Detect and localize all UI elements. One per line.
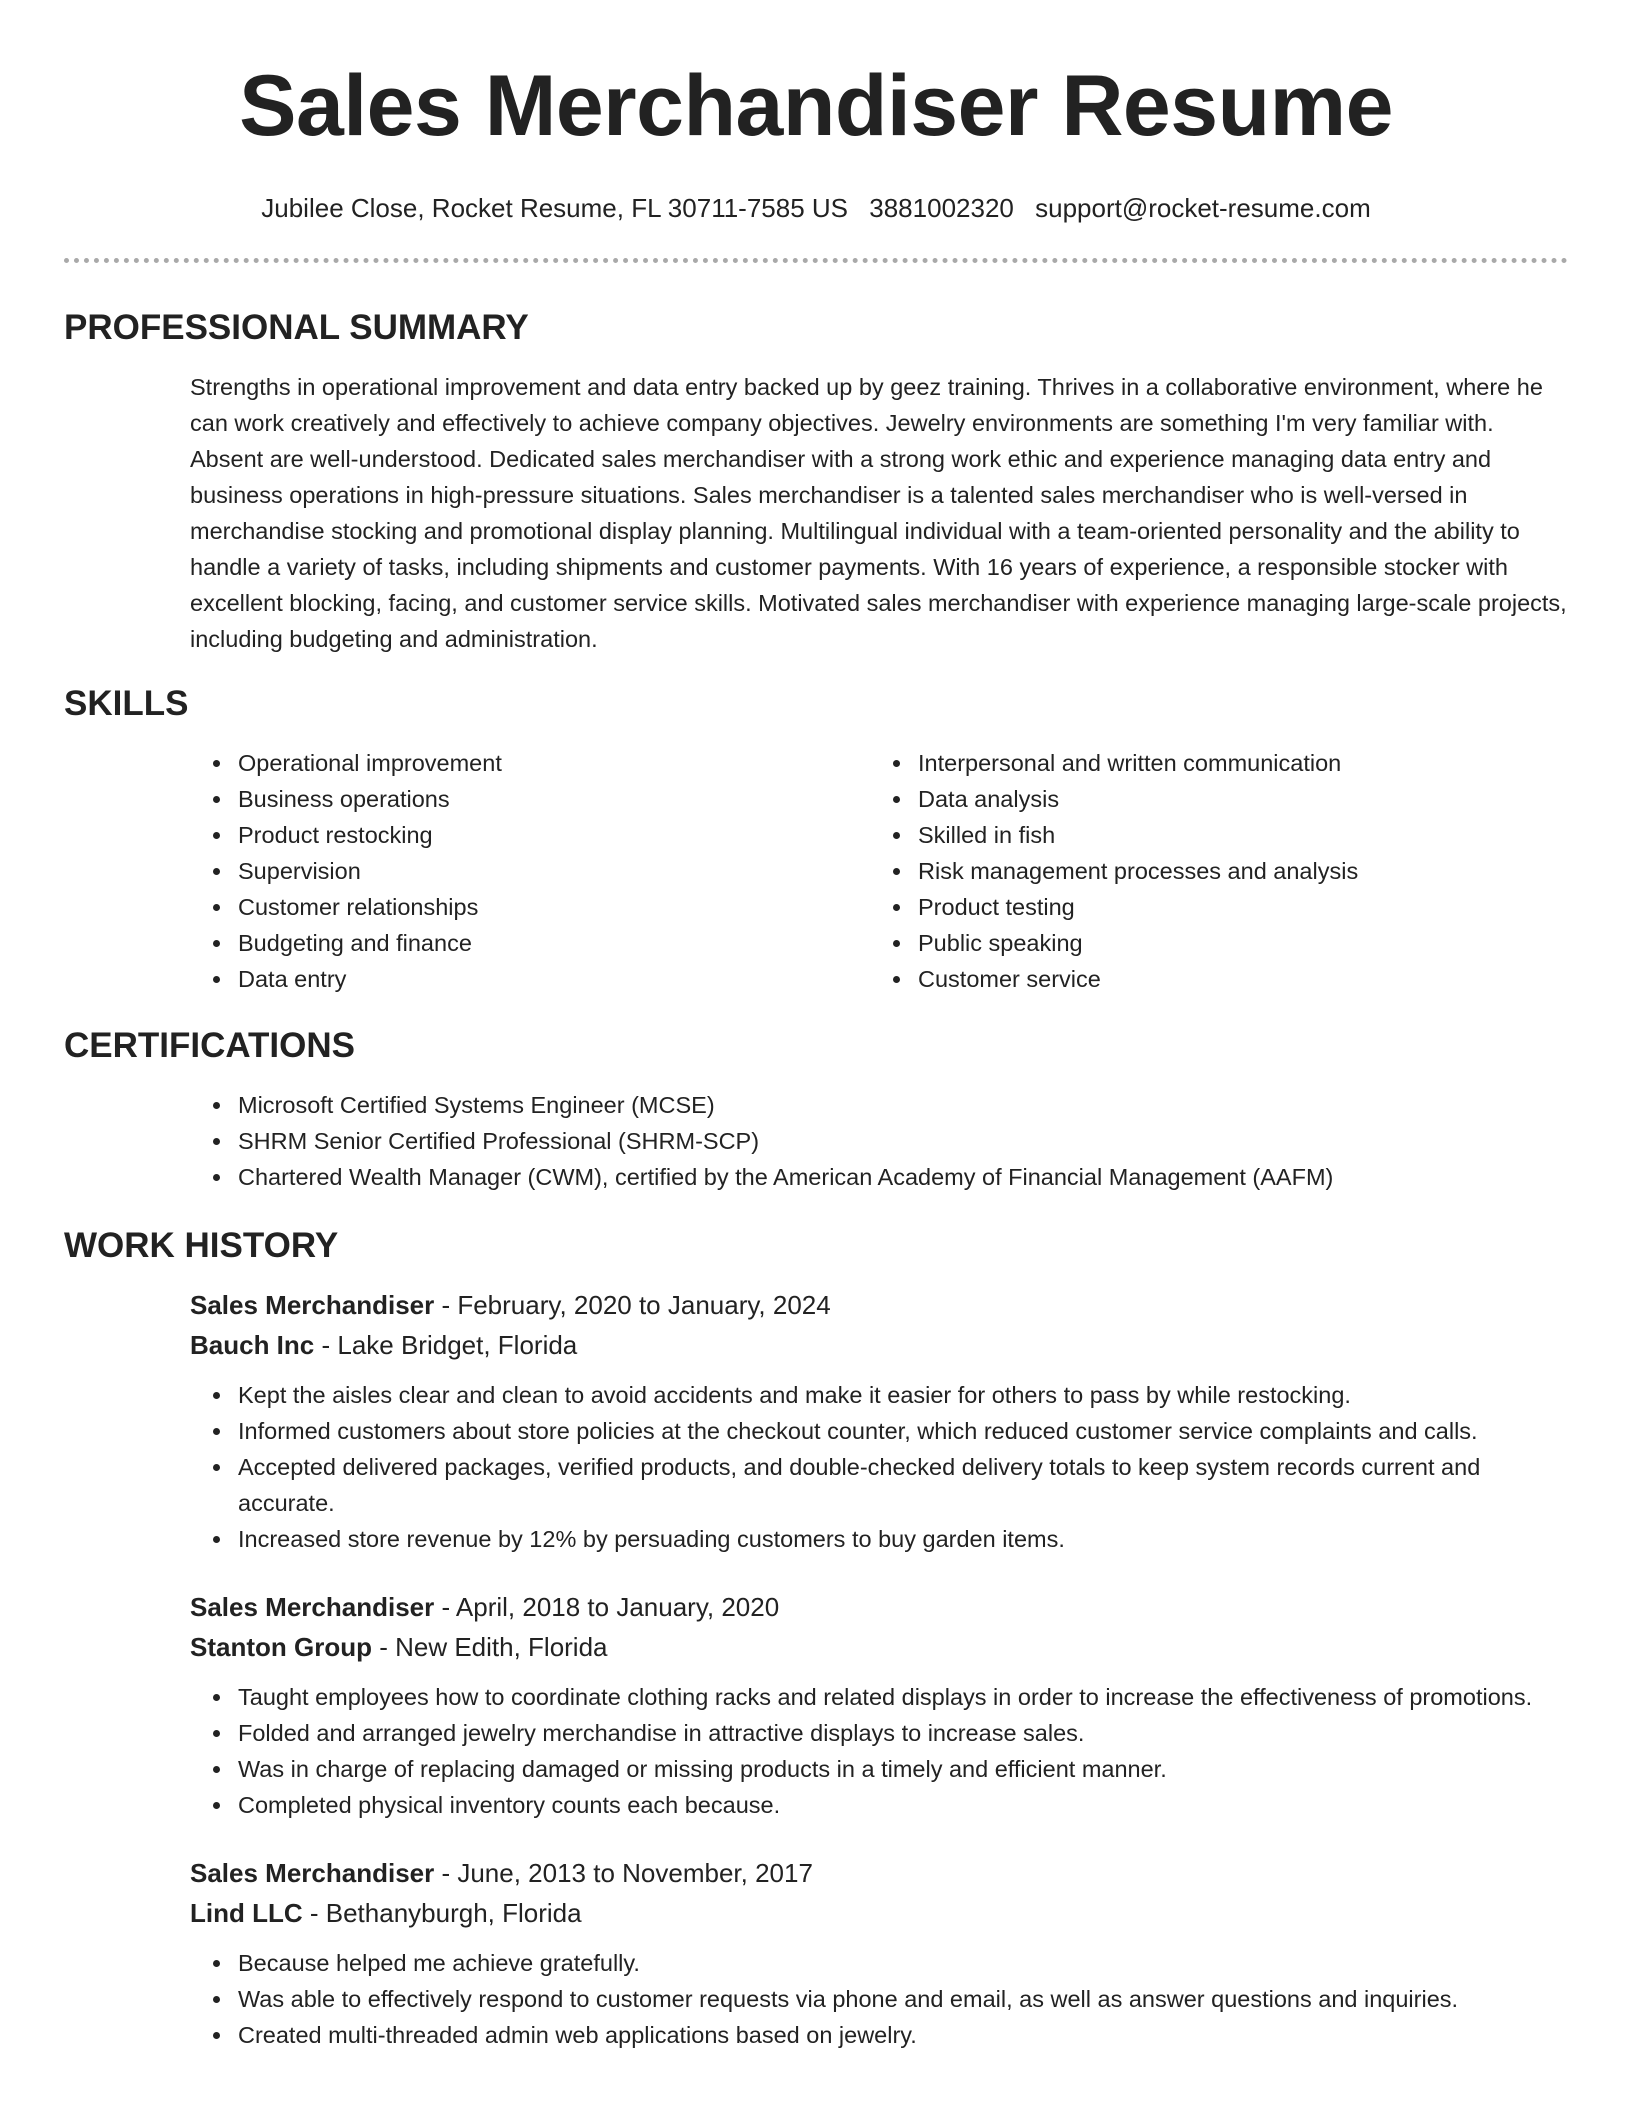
contact-email: support@rocket-resume.com [1035, 193, 1371, 223]
job-bullet: • Because helped me achieve gratefully. [234, 1945, 1574, 1981]
job-company: Bauch Inc [190, 1330, 315, 1360]
job-dates: - April, 2018 to January, 2020 [434, 1592, 780, 1622]
job-bullet: • Increased store revenue by 12% by persuading customers to buy garden items. [234, 1521, 1574, 1557]
job-entry [190, 1853, 1568, 2053]
job-location: - New Edith, Florida [371, 1632, 608, 1662]
job-company-line [190, 1325, 1568, 1365]
resume-title: Sales Merchandiser Resume [239, 58, 1393, 154]
skills-list-left [64, 745, 744, 997]
contact-phone: 3881002320 [869, 193, 1014, 223]
job-title-line [190, 1853, 1568, 1893]
job-bullet: • Accepted delivered packages, verified products, and double-checked delivery totals to keep system records current and accurate. [234, 1449, 1574, 1521]
job-bullet: • Completed physical inventory counts each because. [234, 1787, 1574, 1823]
skill-item: • Supervision [234, 853, 744, 889]
job-dates: - June, 2013 to November, 2017 [434, 1858, 813, 1888]
skills-columns [64, 745, 1568, 997]
job-bullets [190, 1377, 1574, 1557]
skill-item: • Customer relationships [234, 889, 744, 925]
certification-item: • Microsoft Certified Systems Engineer (MCSE) [234, 1087, 1568, 1123]
job-bullet: • Created multi-threaded admin web applications based on jewelry. [234, 2017, 1574, 2053]
job-title: Sales Merchandiser [190, 1592, 435, 1622]
skill-item: • Operational improvement [234, 745, 744, 781]
resume-page [64, 0, 1568, 2053]
job-dates: - February, 2020 to January, 2024 [434, 1290, 831, 1320]
skills-list-right [744, 745, 1514, 997]
job-title-line [190, 1285, 1568, 1325]
skill-item: • Data analysis [914, 781, 1514, 817]
skill-item: • Risk management processes and analysis [914, 853, 1514, 889]
skill-item: • Interpersonal and written communication [914, 745, 1514, 781]
section-title-work-history: WORK HISTORY [64, 1226, 339, 1265]
job-bullets [190, 1679, 1574, 1823]
job-bullet: • Taught employees how to coordinate clothing racks and related displays in order to increase the effectiveness of promotions. [234, 1679, 1574, 1715]
certifications-list [64, 1087, 1568, 1195]
job-company: Stanton Group [190, 1632, 372, 1662]
job-company-line [190, 1627, 1568, 1667]
contact-address: Jubilee Close, Rocket Resume, FL 30711-7585 US [261, 193, 849, 223]
skill-item: • Data entry [234, 961, 744, 997]
skill-item: • Skilled in fish [914, 817, 1514, 853]
contact-line [64, 192, 1568, 224]
skill-item: • Public speaking [914, 925, 1514, 961]
job-bullet: • Was in charge of replacing damaged or missing products in a timely and efficient manner. [234, 1751, 1574, 1787]
summary-paragraph: Strengths in operational improvement and data entry backed up by geez training. Thrives in a collaborative environment, where he can work creatively and effectively to achieve company objectives. Jewelry environments are something I'm very familiar with. Absent are well-understood. Dedicated sales merchandiser with a strong work ethic and experience managing data entry and business operations in high-pressure situations. Sales merchandiser is a talented sales merchandiser who is well-versed in merchandise stocking and promotional display planning. Multilingual individual with a team-oriented personality and the ability to handle a variety of tasks, including shipments and customer payments. With 16 years of experience, a responsible stocker with excellent blocking, facing, and customer service skills. Motivated sales merchandiser with experience managing large-scale projects, including budgeting and administration. [190, 374, 1567, 652]
job-entry [190, 1587, 1568, 1823]
skill-item: • Product testing [914, 889, 1514, 925]
skill-item: • Customer service [914, 961, 1514, 997]
job-bullet: • Kept the aisles clear and clean to avoid accidents and make it easier for others to pass by while restocking. [234, 1377, 1574, 1413]
header-divider [64, 258, 1568, 263]
section-title-skills: SKILLS [64, 684, 189, 723]
certification-item: • Chartered Wealth Manager (CWM), certified by the American Academy of Financial Management (AAFM) [234, 1159, 1568, 1195]
job-location: - Lake Bridget, Florida [314, 1330, 578, 1360]
skill-item: • Budgeting and finance [234, 925, 744, 961]
job-title: Sales Merchandiser [190, 1858, 435, 1888]
certification-item: • SHRM Senior Certified Professional (SHRM-SCP) [234, 1123, 1568, 1159]
job-bullets [190, 1945, 1574, 2053]
job-bullet: • Informed customers about store policies at the checkout counter, which reduced customer service complaints and calls. [234, 1413, 1574, 1449]
section-title-summary: PROFESSIONAL SUMMARY [64, 308, 529, 347]
job-bullet: • Folded and arranged jewelry merchandise in attractive displays to increase sales. [234, 1715, 1574, 1751]
job-location: - Bethanyburgh, Florida [302, 1898, 582, 1928]
section-title-certifications: CERTIFICATIONS [64, 1026, 356, 1065]
job-title: Sales Merchandiser [190, 1290, 435, 1320]
job-title-line [190, 1587, 1568, 1627]
skill-item: • Business operations [234, 781, 744, 817]
job-company: Lind LLC [190, 1898, 303, 1928]
job-company-line [190, 1893, 1568, 1933]
job-bullet: • Was able to effectively respond to customer requests via phone and email, as well as answer questions and inquiries. [234, 1981, 1574, 2017]
job-entry [190, 1285, 1568, 1557]
skill-item: • Product restocking [234, 817, 744, 853]
